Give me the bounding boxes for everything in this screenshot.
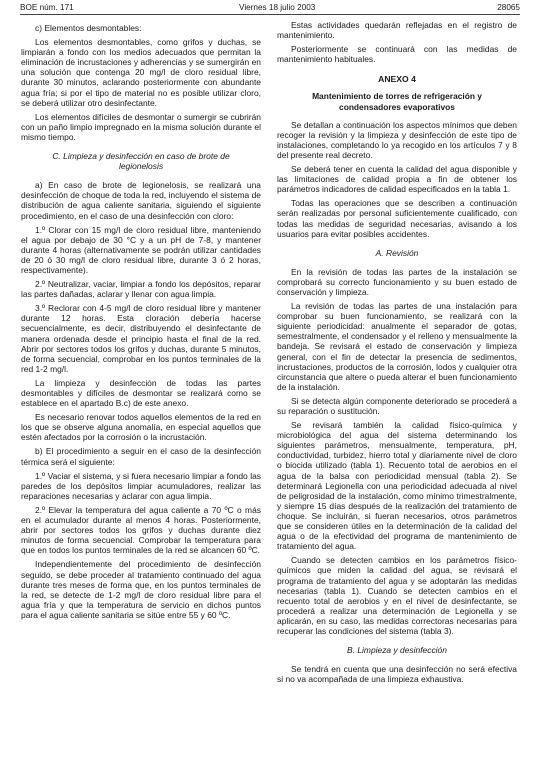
- section-title-brote: C. Limpieza y desinfección en caso de brote de legionelosis: [52, 151, 230, 172]
- paragraph: Si se detecta algún componente deteriorado se procederá a su reparación o sustitución.: [277, 395, 517, 416]
- paragraph: Los elementos desmontables, como grifos y duchas, se limpiarán a fondo con los medios adecuados que permitan la eliminación de incrustaciones y adherencias y se sumergirán en una solución que contenga 20 mg/l de cloro residual libre, durante 30 minutos, aclarando posteriormente con abundante agua fría; si por el tipo de material no es posible utilizar cloro, se deberá utilizar otro desinfectante.: [21, 37, 261, 108]
- paragraph: Se revisará también la calidad físico-química y microbiológica del agua del sistema determinando los siguientes parámetros, mensualmente, temperatura, pH, conductividad, turbidez, hierro total y diariamente nivel de cloro o biocida utilizado (tabla 1). Recuento total de aerobios en el agua de la balsa con periodicidad mensual (tabla 2). Se determinará Legionella con una periodicidad adecuada al nivel de peligrosidad de la instalación, como mínimo trimestralmente, y siempre 15 días después de la realización del tratamiento de choque. Se incluirán, si fueran necesarios, otros parámetros que se consideren útiles en la determinación de la calidad del agua o de la efectividad del programa de mantenimiento de tratamiento del agua.: [277, 420, 517, 552]
- paragraph: La revisión de todas las partes de una instalación para comprobar su buen funcionamiento, se realizará con la siguiente periodicidad: anualmente el separador de gotas, semestralmente, el condensador y el relleno y mensualmente la bandeja. Se revisará el estado de conservación y limpieza general, con el fin de detectar la presencia de sedimentos, incrustaciones, productos de la corrosión, lodos y cualquier otra circunstancia que altere o pueda alterar el buen funcionamiento de la instalación.: [277, 301, 517, 392]
- list-item: 1.º Clorar con 15 mg/l de cloro residual libre, manteniendo el agua por debajo de 30 °C y a un pH de 7-8, y mantener durante 4 horas (alternativamente se podrán utilizar cantidades de 20 ó 30 mg/l de cloro residual libre, durante 3 ó 2 horas, respectivamente).: [21, 224, 261, 275]
- list-item: 2.º Neutralizar, vaciar, limpiar a fondo los depósitos, reparar las partes dañadas, aclarar y llenar con agua limpia.: [21, 279, 261, 300]
- list-item: 1.º Vaciar el sistema, y si fuera necesario limpiar a fondo las paredes de los depósitos limpiar acumuladores, realizar las reparaciones necesarias y aclarar con agua limpia.: [21, 470, 261, 501]
- header-publication: BOE núm. 171: [20, 3, 74, 12]
- paragraph: a) En caso de brote de legionelosis, se realizará una desinfección de choque de toda la red, incluyendo el sistema de distribución de agua caliente sanitaria, siguiendo el siguiente procedimiento, en el caso de una desinfección con cloro:: [21, 180, 261, 221]
- paragraph: Se detallan a continuación los aspectos mínimos que deben recoger la revisión y la limpieza y desinfección de este tipo de instalaciones, completando lo ya recogido en los artículos 7 y 8 del presente real decreto.: [277, 119, 517, 160]
- section-title-limpieza: B. Limpieza y desinfección: [347, 645, 447, 656]
- paragraph: Cuando se detecten cambios en los parámetros físico-químicos que miden la calidad del agua, se revisará el programa de tratamiento del agua y se adoptarán las medidas necesarias (tabla 1). Cuando se detecten cambios en el recuento total de aerobios y en el nivel de desinfectante, se procederá a realizar una determinación de Legionella y se aplicarán, en su caso, las medidas correctoras necesarias para recuperar las condiciones del sistema (tabla 3).: [277, 555, 517, 636]
- paragraph: Posteriormente se continuará con las medidas de mantenimiento habituales.: [277, 44, 517, 65]
- paragraph: Es necesario renovar todos aquellos elementos de la red en los que se observe alguna anomalía, en especial aquellos que estén afectados por la corrosión o la incrustación.: [21, 412, 261, 443]
- paragraph: Se deberá tener en cuenta la calidad del agua disponible y las limitaciones de calidad propia a fin de obtener los parámetros indicadores de calidad especificados en la tabla 1.: [277, 164, 517, 195]
- page-header: [20, 1, 520, 15]
- header-page-number: 28065: [497, 3, 520, 12]
- paragraph: Los elementos difíciles de desmontar o sumergir se cubrirán con un paño limpio impregnado en la misma solución durante el mismo tiempo.: [21, 111, 261, 142]
- paragraph: Se tendrá en cuenta que una desinfección no será efectiva si no va acompañada de una limpieza exhaustiva.: [277, 664, 517, 685]
- header-divider: [20, 14, 520, 15]
- left-column: [21, 20, 261, 624]
- paragraph: Todas las operaciones que se describen a continuación serán realizadas por personal suficientemente cualificado, con todas las medidas de seguridad necesarias, avisando a los usuarios para evitar posibles accidentes.: [277, 198, 517, 239]
- list-item: 3.º Reclorar con 4-5 mg/l de cloro residual libre y mantener durante 12 horas. Esta cloración debería hacerse secuencialmente, es decir, distribuyendo el desinfectante de manera ordenada desde el principio hasta el final de la red. Abrir por sectores todos los grifos y duchas, durante 5 minutos, de forma secuencial, comprobar en los puntos terminales de la red 1-2 mg/l.: [21, 303, 261, 374]
- annex-subtitle: Mantenimiento de torres de refrigeración y condensadores evaporativos: [312, 91, 482, 112]
- paragraph: Estas actividades quedarán reflejadas en el registro de mantenimiento.: [277, 20, 517, 41]
- paragraph: La limpieza y desinfección de todas las partes desmontables y difíciles de desmontar se realizará como se establece en el apartado B.c) de este anexo.: [21, 377, 261, 409]
- header-date: Viernes 18 julio 2003: [239, 3, 316, 12]
- section-title-revision: A. Revisión: [375, 247, 419, 258]
- list-item: 2.º Elevar la temperatura del agua caliente a 70 ºC o más en el acumulador durante al menos 4 horas. Posteriormente, abrir por sectores todos los grifos y duchas durante diez minutos de forma secuencial. Comprobar la temperatura para que en todos los puntos terminales de la red se alcancen 60 ºC.: [21, 504, 261, 556]
- paragraph: b) El procedimiento a seguir en el caso de la desinfección térmica será el siguiente:: [21, 446, 261, 467]
- annex-title: ANEXO 4: [378, 74, 416, 85]
- right-column: [277, 20, 517, 688]
- paragraph: Independientemente del procedimiento de desinfección seguido, se debe proceder al tratamiento continuado del agua durante tres meses de forma que, en los puntos terminales de la red, se detecte de 1-2 mg/l de cloro residual libre para el agua fría y que la temperatura de servicio en dichos puntos para el agua caliente sanitaria se sitúe entre 55 y 60 ºC.: [21, 559, 261, 620]
- section-c-heading: c) Elementos desmontables:: [35, 23, 142, 33]
- paragraph: En la revisión de todas las partes de la instalación se comprobará su correcto funcionamiento y su buen estado de conservación y limpieza.: [277, 266, 517, 297]
